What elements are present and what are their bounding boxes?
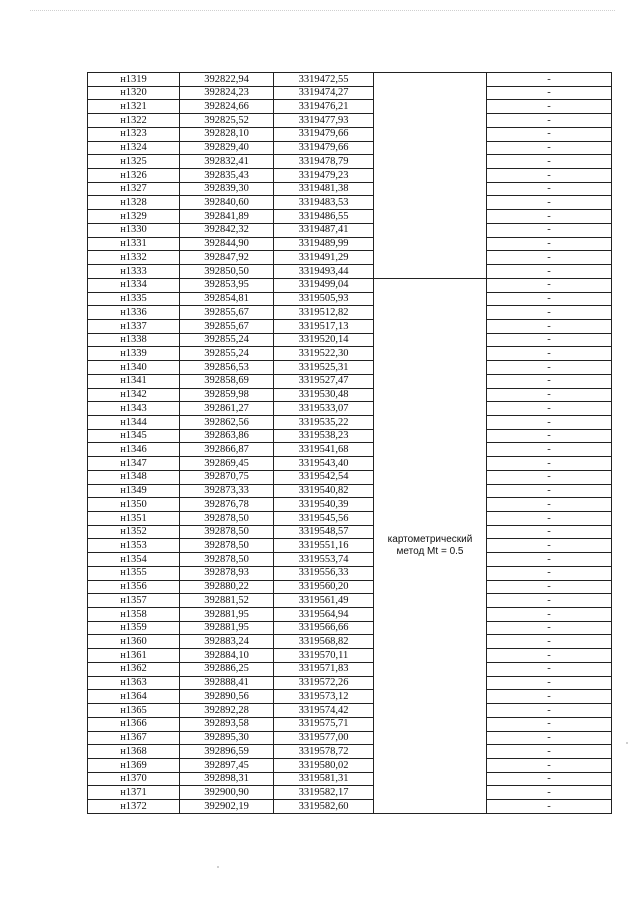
y-coordinate-cell: 3319574,42 [274, 704, 374, 718]
table-row [88, 155, 612, 169]
point-id-cell: н1369 [88, 758, 180, 772]
table-row [88, 580, 612, 594]
table-row [88, 73, 612, 87]
x-coordinate-cell: 392854,81 [180, 292, 274, 306]
y-coordinate-cell: 3319581,31 [274, 772, 374, 786]
y-coordinate-cell: 3319481,38 [274, 182, 374, 196]
point-id-cell: н1333 [88, 265, 180, 279]
value-cell: - [487, 319, 612, 333]
y-coordinate-cell: 3319553,74 [274, 553, 374, 567]
point-id-cell: н1361 [88, 649, 180, 663]
method-cell [374, 278, 487, 813]
table-row [88, 772, 612, 786]
point-id-cell: н1349 [88, 484, 180, 498]
value-cell: - [487, 553, 612, 567]
point-id-cell: н1351 [88, 512, 180, 526]
x-coordinate-cell: 392861,27 [180, 402, 274, 416]
y-coordinate-cell: 3319566,66 [274, 621, 374, 635]
value-cell: - [487, 127, 612, 141]
y-coordinate-cell: 3319479,66 [274, 141, 374, 155]
table-row [88, 388, 612, 402]
x-coordinate-cell: 392898,31 [180, 772, 274, 786]
value-cell: - [487, 415, 612, 429]
value-cell: - [487, 635, 612, 649]
value-cell: - [487, 73, 612, 87]
y-coordinate-cell: 3319530,48 [274, 388, 374, 402]
y-coordinate-cell: 3319560,20 [274, 580, 374, 594]
value-cell: - [487, 772, 612, 786]
value-cell: - [487, 182, 612, 196]
y-coordinate-cell: 3319476,21 [274, 100, 374, 114]
x-coordinate-cell: 392888,41 [180, 676, 274, 690]
y-coordinate-cell: 3319479,23 [274, 169, 374, 183]
value-cell: - [487, 141, 612, 155]
table-row [88, 169, 612, 183]
point-id-cell: н1330 [88, 223, 180, 237]
point-id-cell: н1352 [88, 525, 180, 539]
y-coordinate-cell: 3319578,72 [274, 745, 374, 759]
scan-artifact-mark [217, 866, 219, 868]
table-row [88, 662, 612, 676]
point-id-cell: н1342 [88, 388, 180, 402]
table-row [88, 525, 612, 539]
value-cell: - [487, 704, 612, 718]
y-coordinate-cell: 3319493,44 [274, 265, 374, 279]
table-row [88, 649, 612, 663]
point-id-cell: н1338 [88, 333, 180, 347]
y-coordinate-cell: 3319489,99 [274, 237, 374, 251]
value-cell: - [487, 676, 612, 690]
x-coordinate-cell: 392839,30 [180, 182, 274, 196]
x-coordinate-cell: 392895,30 [180, 731, 274, 745]
value-cell: - [487, 662, 612, 676]
x-coordinate-cell: 392869,45 [180, 457, 274, 471]
value-cell: - [487, 223, 612, 237]
point-id-cell: н1332 [88, 251, 180, 265]
x-coordinate-cell: 392862,56 [180, 415, 274, 429]
y-coordinate-cell: 3319556,33 [274, 566, 374, 580]
table-row [88, 539, 612, 553]
table-row [88, 429, 612, 443]
table-row [88, 553, 612, 567]
x-coordinate-cell: 392881,95 [180, 608, 274, 622]
y-coordinate-cell: 3319505,93 [274, 292, 374, 306]
x-coordinate-cell: 392844,90 [180, 237, 274, 251]
x-coordinate-cell: 392856,53 [180, 361, 274, 375]
value-cell: - [487, 155, 612, 169]
point-id-cell: н1329 [88, 210, 180, 224]
value-cell: - [487, 114, 612, 128]
table-row [88, 786, 612, 800]
x-coordinate-cell: 392876,78 [180, 498, 274, 512]
y-coordinate-cell: 3319483,53 [274, 196, 374, 210]
point-id-cell: н1350 [88, 498, 180, 512]
y-coordinate-cell: 3319517,13 [274, 319, 374, 333]
value-cell: - [487, 306, 612, 320]
x-coordinate-cell: 392878,50 [180, 539, 274, 553]
table-row [88, 114, 612, 128]
x-coordinate-cell: 392878,50 [180, 553, 274, 567]
table-row [88, 745, 612, 759]
y-coordinate-cell: 3319538,23 [274, 429, 374, 443]
value-cell: - [487, 361, 612, 375]
point-id-cell: н1335 [88, 292, 180, 306]
x-coordinate-cell: 392863,86 [180, 429, 274, 443]
x-coordinate-cell: 392896,59 [180, 745, 274, 759]
table-row [88, 265, 612, 279]
scan-artifact-top-line [30, 10, 615, 15]
table-row [88, 704, 612, 718]
value-cell: - [487, 731, 612, 745]
value-cell: - [487, 169, 612, 183]
point-id-cell: н1357 [88, 594, 180, 608]
value-cell: - [487, 690, 612, 704]
x-coordinate-cell: 392902,19 [180, 800, 274, 814]
x-coordinate-cell: 392841,89 [180, 210, 274, 224]
x-coordinate-cell: 392825,52 [180, 114, 274, 128]
table-row [88, 306, 612, 320]
table-row [88, 374, 612, 388]
method-text: метод Mt = 0.5 [396, 545, 464, 557]
point-id-cell: н1344 [88, 415, 180, 429]
table-row [88, 196, 612, 210]
value-cell: - [487, 210, 612, 224]
value-cell: - [487, 649, 612, 663]
table-row [88, 621, 612, 635]
x-coordinate-cell: 392832,41 [180, 155, 274, 169]
value-cell: - [487, 484, 612, 498]
y-coordinate-cell: 3319520,14 [274, 333, 374, 347]
point-id-cell: н1370 [88, 772, 180, 786]
value-cell: - [487, 100, 612, 114]
point-id-cell: н1372 [88, 800, 180, 814]
point-id-cell: н1325 [88, 155, 180, 169]
point-id-cell: н1337 [88, 319, 180, 333]
table-row [88, 758, 612, 772]
value-cell: - [487, 251, 612, 265]
x-coordinate-cell: 392880,22 [180, 580, 274, 594]
y-coordinate-cell: 3319472,55 [274, 73, 374, 87]
x-coordinate-cell: 392878,50 [180, 512, 274, 526]
point-id-cell: н1331 [88, 237, 180, 251]
point-id-cell: н1362 [88, 662, 180, 676]
value-cell: - [487, 196, 612, 210]
y-coordinate-cell: 3319533,07 [274, 402, 374, 416]
point-id-cell: н1336 [88, 306, 180, 320]
point-id-cell: н1371 [88, 786, 180, 800]
value-cell: - [487, 745, 612, 759]
point-id-cell: н1324 [88, 141, 180, 155]
y-coordinate-cell: 3319573,12 [274, 690, 374, 704]
y-coordinate-cell: 3319540,82 [274, 484, 374, 498]
value-cell: - [487, 388, 612, 402]
value-cell: - [487, 539, 612, 553]
x-coordinate-cell: 392824,66 [180, 100, 274, 114]
value-cell: - [487, 347, 612, 361]
value-cell: - [487, 278, 612, 292]
point-id-cell: н1364 [88, 690, 180, 704]
y-coordinate-cell: 3319568,82 [274, 635, 374, 649]
x-coordinate-cell: 392835,43 [180, 169, 274, 183]
scan-artifact-mark [626, 742, 628, 744]
x-coordinate-cell: 392829,40 [180, 141, 274, 155]
point-id-cell: н1340 [88, 361, 180, 375]
value-cell: - [487, 292, 612, 306]
x-coordinate-cell: 392892,28 [180, 704, 274, 718]
x-coordinate-cell: 392859,98 [180, 388, 274, 402]
value-cell: - [487, 237, 612, 251]
x-coordinate-cell: 392897,45 [180, 758, 274, 772]
point-id-cell: н1321 [88, 100, 180, 114]
table-row [88, 127, 612, 141]
value-cell: - [487, 621, 612, 635]
table-row [88, 594, 612, 608]
y-coordinate-cell: 3319582,60 [274, 800, 374, 814]
x-coordinate-cell: 392853,95 [180, 278, 274, 292]
y-coordinate-cell: 3319474,27 [274, 86, 374, 100]
table-row [88, 690, 612, 704]
y-coordinate-cell: 3319571,83 [274, 662, 374, 676]
x-coordinate-cell: 392883,24 [180, 635, 274, 649]
table-row [88, 210, 612, 224]
point-id-cell: н1320 [88, 86, 180, 100]
value-cell: - [487, 498, 612, 512]
value-cell: - [487, 525, 612, 539]
value-cell: - [487, 717, 612, 731]
value-cell: - [487, 594, 612, 608]
value-cell: - [487, 470, 612, 484]
y-coordinate-cell: 3319548,57 [274, 525, 374, 539]
y-coordinate-cell: 3319525,31 [274, 361, 374, 375]
x-coordinate-cell: 392842,32 [180, 223, 274, 237]
table-row [88, 251, 612, 265]
y-coordinate-cell: 3319522,30 [274, 347, 374, 361]
y-coordinate-cell: 3319477,93 [274, 114, 374, 128]
x-coordinate-cell: 392824,23 [180, 86, 274, 100]
y-coordinate-cell: 3319540,39 [274, 498, 374, 512]
y-coordinate-cell: 3319491,29 [274, 251, 374, 265]
value-cell: - [487, 512, 612, 526]
table-row [88, 676, 612, 690]
table-row [88, 278, 612, 292]
point-id-cell: н1368 [88, 745, 180, 759]
coordinates-table [87, 72, 612, 814]
value-cell: - [487, 86, 612, 100]
method-cell [374, 73, 487, 279]
point-id-cell: н1365 [88, 704, 180, 718]
table-row [88, 223, 612, 237]
value-cell: - [487, 374, 612, 388]
y-coordinate-cell: 3319535,22 [274, 415, 374, 429]
y-coordinate-cell: 3319478,79 [274, 155, 374, 169]
point-id-cell: н1346 [88, 443, 180, 457]
table-row [88, 635, 612, 649]
x-coordinate-cell: 392881,52 [180, 594, 274, 608]
coordinates-table-body [88, 73, 612, 814]
x-coordinate-cell: 392890,56 [180, 690, 274, 704]
y-coordinate-cell: 3319570,11 [274, 649, 374, 663]
table-row [88, 731, 612, 745]
value-cell: - [487, 608, 612, 622]
value-cell: - [487, 566, 612, 580]
table-row [88, 800, 612, 814]
table-row [88, 182, 612, 196]
point-id-cell: н1359 [88, 621, 180, 635]
y-coordinate-cell: 3319486,55 [274, 210, 374, 224]
y-coordinate-cell: 3319580,02 [274, 758, 374, 772]
value-cell: - [487, 333, 612, 347]
table-row [88, 361, 612, 375]
x-coordinate-cell: 392855,24 [180, 333, 274, 347]
point-id-cell: н1354 [88, 553, 180, 567]
y-coordinate-cell: 3319527,47 [274, 374, 374, 388]
x-coordinate-cell: 392884,10 [180, 649, 274, 663]
table-row [88, 484, 612, 498]
y-coordinate-cell: 3319582,17 [274, 786, 374, 800]
point-id-cell: н1356 [88, 580, 180, 594]
y-coordinate-cell: 3319545,56 [274, 512, 374, 526]
table-row [88, 608, 612, 622]
y-coordinate-cell: 3319572,26 [274, 676, 374, 690]
point-id-cell: н1323 [88, 127, 180, 141]
value-cell: - [487, 429, 612, 443]
y-coordinate-cell: 3319487,41 [274, 223, 374, 237]
x-coordinate-cell: 392878,93 [180, 566, 274, 580]
point-id-cell: н1345 [88, 429, 180, 443]
point-id-cell: н1360 [88, 635, 180, 649]
table-row [88, 717, 612, 731]
x-coordinate-cell: 392822,94 [180, 73, 274, 87]
x-coordinate-cell: 392866,87 [180, 443, 274, 457]
method-text: картометрический [387, 533, 473, 545]
x-coordinate-cell: 392858,69 [180, 374, 274, 388]
y-coordinate-cell: 3319541,68 [274, 443, 374, 457]
y-coordinate-cell: 3319542,54 [274, 470, 374, 484]
y-coordinate-cell: 3319479,66 [274, 127, 374, 141]
table-row [88, 141, 612, 155]
table-row [88, 443, 612, 457]
table-row [88, 415, 612, 429]
x-coordinate-cell: 392878,50 [180, 525, 274, 539]
value-cell: - [487, 457, 612, 471]
point-id-cell: н1353 [88, 539, 180, 553]
x-coordinate-cell: 392886,25 [180, 662, 274, 676]
value-cell: - [487, 786, 612, 800]
value-cell: - [487, 580, 612, 594]
x-coordinate-cell: 392855,67 [180, 319, 274, 333]
value-cell: - [487, 402, 612, 416]
point-id-cell: н1367 [88, 731, 180, 745]
point-id-cell: н1355 [88, 566, 180, 580]
y-coordinate-cell: 3319512,82 [274, 306, 374, 320]
point-id-cell: н1327 [88, 182, 180, 196]
y-coordinate-cell: 3319575,71 [274, 717, 374, 731]
table-row [88, 457, 612, 471]
value-cell: - [487, 265, 612, 279]
point-id-cell: н1341 [88, 374, 180, 388]
table-row [88, 319, 612, 333]
value-cell: - [487, 758, 612, 772]
point-id-cell: н1343 [88, 402, 180, 416]
point-id-cell: н1326 [88, 169, 180, 183]
table-row [88, 292, 612, 306]
table-row [88, 566, 612, 580]
table-row [88, 100, 612, 114]
x-coordinate-cell: 392840,60 [180, 196, 274, 210]
point-id-cell: н1348 [88, 470, 180, 484]
x-coordinate-cell: 392855,24 [180, 347, 274, 361]
table-row [88, 237, 612, 251]
y-coordinate-cell: 3319564,94 [274, 608, 374, 622]
x-coordinate-cell: 392870,75 [180, 470, 274, 484]
table-row [88, 347, 612, 361]
x-coordinate-cell: 392828,10 [180, 127, 274, 141]
table-row [88, 470, 612, 484]
x-coordinate-cell: 392850,50 [180, 265, 274, 279]
y-coordinate-cell: 3319551,16 [274, 539, 374, 553]
x-coordinate-cell: 392893,58 [180, 717, 274, 731]
y-coordinate-cell: 3319499,04 [274, 278, 374, 292]
table-row [88, 498, 612, 512]
point-id-cell: н1358 [88, 608, 180, 622]
y-coordinate-cell: 3319543,40 [274, 457, 374, 471]
table-row [88, 512, 612, 526]
x-coordinate-cell: 392847,92 [180, 251, 274, 265]
y-coordinate-cell: 3319561,49 [274, 594, 374, 608]
x-coordinate-cell: 392873,33 [180, 484, 274, 498]
point-id-cell: н1347 [88, 457, 180, 471]
point-id-cell: н1322 [88, 114, 180, 128]
value-cell: - [487, 443, 612, 457]
table-row [88, 333, 612, 347]
x-coordinate-cell: 392900,90 [180, 786, 274, 800]
value-cell: - [487, 800, 612, 814]
point-id-cell: н1366 [88, 717, 180, 731]
table-row [88, 402, 612, 416]
x-coordinate-cell: 392855,67 [180, 306, 274, 320]
point-id-cell: н1328 [88, 196, 180, 210]
x-coordinate-cell: 392881,95 [180, 621, 274, 635]
point-id-cell: н1339 [88, 347, 180, 361]
point-id-cell: н1334 [88, 278, 180, 292]
table-row [88, 86, 612, 100]
point-id-cell: н1319 [88, 73, 180, 87]
y-coordinate-cell: 3319577,00 [274, 731, 374, 745]
point-id-cell: н1363 [88, 676, 180, 690]
